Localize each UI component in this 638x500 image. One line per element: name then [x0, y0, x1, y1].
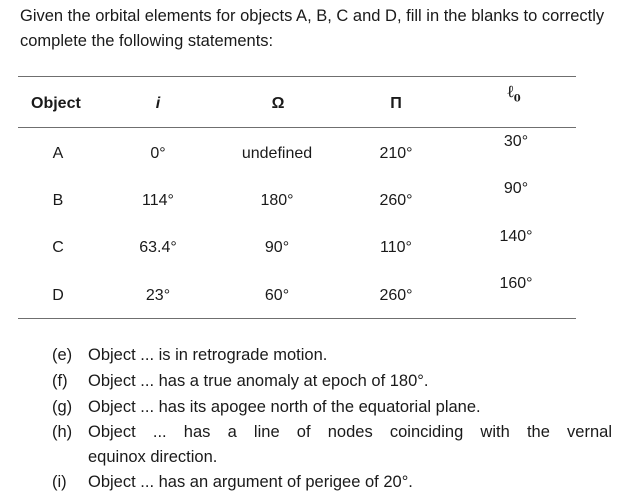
statement-text: Object ... has a line of nodes coinciding with the vernal: [88, 423, 612, 441]
table-cell-i: 63.4°: [139, 239, 177, 256]
header-mean-longitude-symbol: ℓ: [507, 82, 514, 102]
statement-text: Object ... is in retrograde motion.: [88, 346, 328, 364]
statement-label: (g): [52, 398, 73, 416]
table-cell-node: 60°: [264, 287, 290, 304]
table-cell-object: B: [52, 192, 64, 209]
table-cell-object: C: [52, 239, 64, 256]
header-object: Object: [31, 95, 81, 112]
statement-text: Object ... has its apogee north of the equatorial plane.: [88, 398, 481, 416]
table-cell-pi: 110°: [380, 239, 412, 256]
statement-f: [0, 369, 638, 394]
header-inclination: i: [155, 95, 161, 112]
header-mean-longitude-subscript: 0: [513, 93, 521, 105]
table-cell-i: 0°: [150, 145, 166, 162]
table-cell-node: undefined: [241, 145, 313, 162]
table-cell-l0: 140°: [499, 228, 533, 245]
statement-h: [0, 420, 638, 470]
table-cell-pi: 260°: [379, 287, 413, 304]
table-top-rule: [18, 76, 576, 77]
table-cell-i: 23°: [145, 287, 171, 304]
table-cell-node: 180°: [260, 192, 294, 209]
statement-g: [0, 395, 638, 420]
table-cell-l0: 90°: [503, 180, 529, 197]
table-cell-object: A: [52, 145, 64, 162]
table-bottom-rule: [18, 318, 576, 319]
header-perihelion: Π: [390, 95, 402, 112]
table-cell-l0: 30°: [503, 133, 529, 150]
intro-text: Given the orbital elements for objects A, B, C and D, fill in the blanks to correctly complete the following statements:: [20, 7, 605, 50]
table-cell-node: 90°: [264, 239, 290, 256]
statement-text: Object ... has an argument of perigee of 20°.: [88, 473, 413, 491]
table-cell-pi: 260°: [379, 192, 413, 209]
table-cell-i: 114°: [142, 192, 174, 209]
statement-text: Object ... has a true anomaly at epoch of 180°.: [88, 372, 429, 390]
header-node: Ω: [271, 95, 285, 112]
statement-continuation: equinox direction.: [88, 448, 218, 466]
table-cell-l0: 160°: [499, 275, 533, 292]
statement-label: (i): [52, 473, 67, 491]
table-cell-object: D: [52, 287, 64, 304]
header-mean-longitude: [507, 82, 520, 109]
statement-i: [0, 470, 638, 495]
table-header-rule: [18, 127, 576, 128]
table-cell-pi: 210°: [379, 145, 413, 162]
statement-label: (f): [52, 372, 68, 390]
statement-label: (h): [52, 423, 73, 441]
statement-e: [0, 343, 638, 368]
statement-label: (e): [52, 346, 73, 364]
